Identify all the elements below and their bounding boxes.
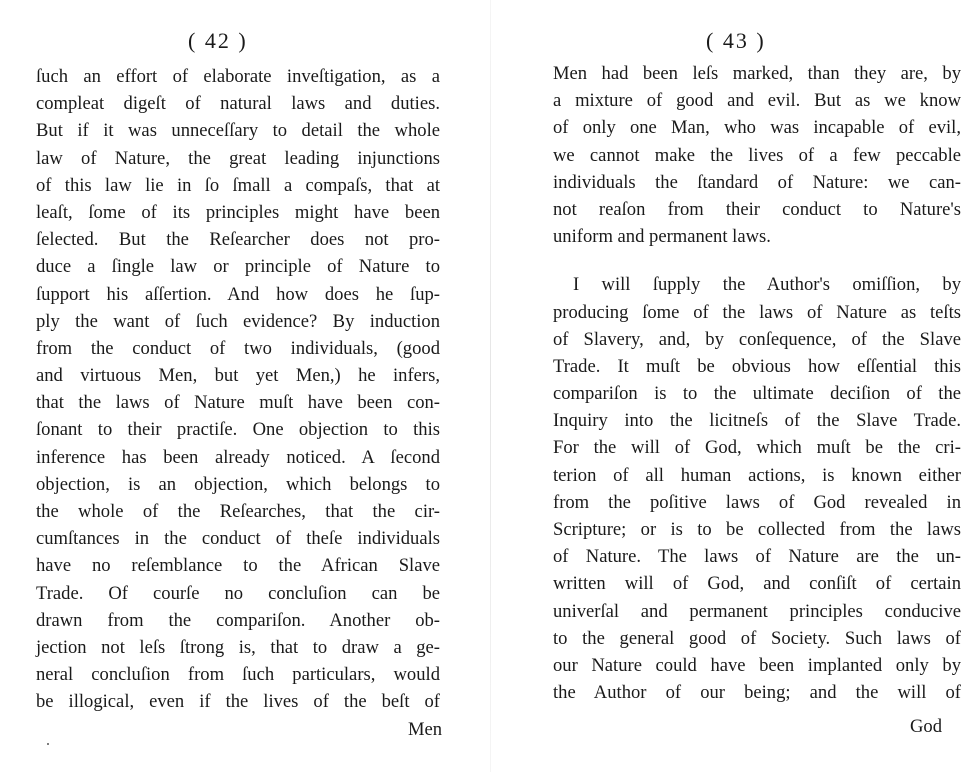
print-speck xyxy=(47,743,49,745)
right-page xyxy=(491,0,980,772)
text-line: we cannot make the lives of a few peccable xyxy=(553,144,961,166)
text-line: objection, is an objection, which belongs to xyxy=(36,473,440,495)
text-line: the Author of our being; and the will of xyxy=(553,682,961,704)
text-line: and virtuous Men, but yet Men,) he infers, xyxy=(36,365,440,387)
text-line: ſonant to their practiſe. One objection to this xyxy=(36,419,440,441)
text-line: Men had been leſs marked, than they are, by xyxy=(553,63,961,84)
text-line: of Nature. The laws of Nature are the un- xyxy=(553,546,961,568)
text-line: compariſon is to the ultimate deciſion of the xyxy=(553,383,961,405)
text-line: jection not leſs ſtrong is, that to draw a ge- xyxy=(36,636,440,658)
page-number-right: ( 43 ) xyxy=(706,28,766,53)
text-line: not reaſon from their conduct to Nature's xyxy=(553,198,961,220)
text-line: Inquiry into the licitneſs of the Slave Trade. xyxy=(553,410,961,432)
text-line: leaſt, ſome of its principles might have been xyxy=(36,201,440,223)
text-line: neral concluſion from ſuch particulars, would xyxy=(36,664,440,686)
text-line: of only one Man, who was incapable of evil, xyxy=(553,117,961,139)
text-line: drawn from the compariſon. Another ob- xyxy=(36,609,440,631)
text-line: duce a ſingle law or principle of Nature to xyxy=(36,256,440,278)
text-line: Trade. It muſt be obvious how eſſential this xyxy=(553,355,961,377)
text-line: the whole of the Reſearches, that the cir- xyxy=(36,501,440,522)
text-line: inference has been already noticed. A ſecond xyxy=(36,446,440,468)
text-line: that the laws of Nature muſt have been con- xyxy=(36,392,440,414)
text-line: uniform and permanent laws. xyxy=(553,226,771,248)
text-line: cumſtances in the conduct of theſe individuals xyxy=(36,528,440,550)
text-line: of Slavery, and, by conſequence, of the Slave xyxy=(553,328,961,350)
text-line: ply the want of ſuch evidence? By induction xyxy=(36,310,440,332)
text-line: Trade. Of courſe no concluſion can be xyxy=(36,582,440,604)
text-line: But if it was unneceſſary to detail the whole xyxy=(36,120,440,142)
text-line: our Nature could have been implanted only by xyxy=(553,654,961,676)
text-line: producing ſome of the laws of Nature as teſts xyxy=(553,301,961,323)
right-page-text xyxy=(553,60,961,706)
text-line: compleat digeſt of natural laws and duties. xyxy=(36,93,440,115)
text-line: Scripture; or is to be collected from the laws xyxy=(553,519,961,540)
text-line: law of Nature, the great leading injunctions xyxy=(36,147,440,169)
text-line: to the general good of Society. Such laws of xyxy=(553,627,961,649)
text-line: from the poſitive laws of God revealed in xyxy=(553,491,961,513)
catchword-left: Men xyxy=(408,719,443,740)
text-line: of this law lie in ſo ſmall a compaſs, that at xyxy=(36,174,440,196)
text-line: be illogical, even if the lives of the beſt of xyxy=(36,691,440,713)
left-page-text xyxy=(36,63,440,716)
text-line: For the will of God, which muſt be the cri- xyxy=(553,437,961,459)
text-line: terion of all human actions, is known either xyxy=(553,464,961,486)
text-line: written will of God, and conſiſt of certain xyxy=(553,573,961,595)
paragraph-break xyxy=(553,250,961,271)
text-line: have no reſemblance to the African Slave xyxy=(36,555,440,577)
catchword-right: God xyxy=(910,716,943,737)
text-line: individuals the ſtandard of Nature: we can- xyxy=(553,171,961,193)
text-line: ſupport his aſſertion. And how does he ſup- xyxy=(36,283,440,305)
text-line: from the conduct of two individuals, (good xyxy=(36,337,440,359)
page-number-left: ( 42 ) xyxy=(188,28,248,53)
text-line: a mixture of good and evil. But as we know xyxy=(553,90,961,112)
text-line: ſelected. But the Reſearcher does not pro- xyxy=(36,229,440,251)
text-line: univerſal and permanent principles conducive xyxy=(553,600,961,622)
text-line: ſuch an effort of elaborate inveſtigation, as a xyxy=(36,66,440,87)
text-line: I will ſupply the Author's omiſſion, by xyxy=(573,274,961,296)
